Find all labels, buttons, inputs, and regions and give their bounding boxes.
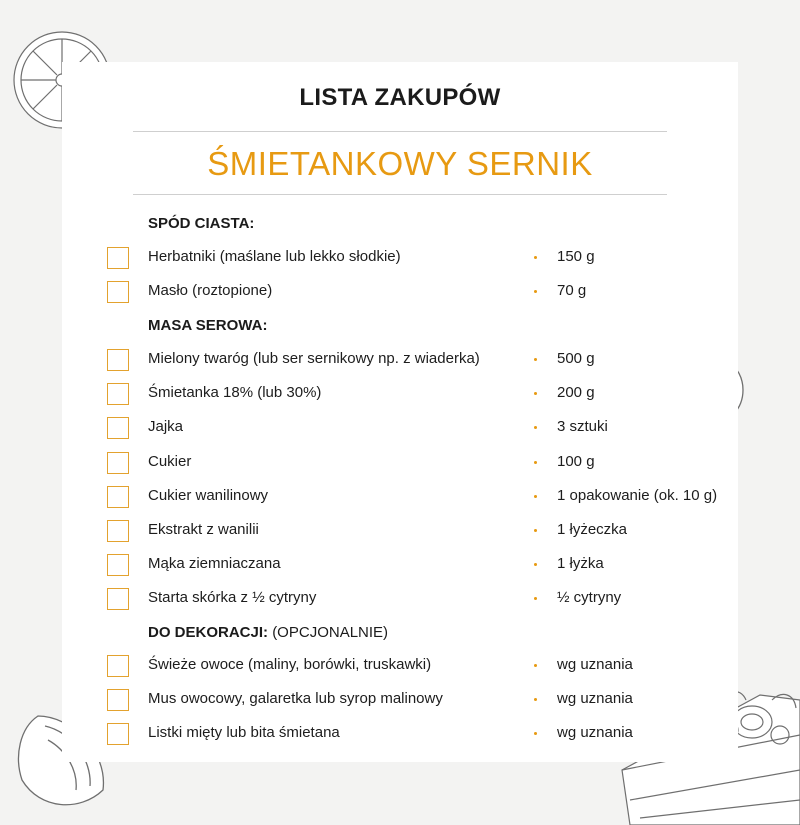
bullet-icon <box>534 732 537 735</box>
item-checkbox[interactable] <box>107 655 129 677</box>
list-item <box>0 482 800 516</box>
item-quantity: 1 opakowanie (ok. 10 g) <box>557 487 718 504</box>
bullet-icon <box>534 290 537 293</box>
list-item <box>0 685 800 719</box>
bullet-icon <box>534 392 537 395</box>
bullet-icon <box>534 461 537 464</box>
list-item <box>0 379 800 413</box>
item-name: Mus owocowy, galaretka lub syrop malinowy <box>148 690 443 707</box>
bullet-icon <box>534 529 537 532</box>
list-item <box>0 413 800 447</box>
list-item <box>0 584 800 618</box>
item-quantity: 1 łyżeczka <box>557 521 628 538</box>
section-heading-decor-note: (OPCJONALNIE) <box>272 624 389 641</box>
item-name: Jajka <box>148 418 184 435</box>
bullet-icon <box>534 698 537 701</box>
item-quantity: wg uznania <box>557 690 633 707</box>
item-quantity: 100 g <box>557 453 595 470</box>
item-quantity: 150 g <box>557 248 595 265</box>
item-quantity: 1 łyżka <box>557 555 604 572</box>
item-checkbox[interactable] <box>107 588 129 610</box>
item-quantity: 3 sztuki <box>557 418 608 435</box>
item-checkbox[interactable] <box>107 383 129 405</box>
item-name: Starta skórka z ½ cytryny <box>148 589 317 606</box>
list-item <box>0 448 800 482</box>
item-name: Ekstrakt z wanilii <box>148 521 259 538</box>
bullet-icon <box>534 256 537 259</box>
item-checkbox[interactable] <box>107 281 129 303</box>
bullet-icon <box>534 563 537 566</box>
bullet-icon <box>534 597 537 600</box>
section-heading-decor-label: DO DEKORACJI: <box>148 624 269 641</box>
item-checkbox[interactable] <box>107 417 129 439</box>
item-name: Cukier wanilinowy <box>148 487 269 504</box>
list-item <box>0 345 800 379</box>
item-checkbox[interactable] <box>107 520 129 542</box>
item-checkbox[interactable] <box>107 486 129 508</box>
item-name: Mielony twaróg (lub ser sernikowy np. z wiaderka) <box>148 350 480 367</box>
item-name: Śmietanka 18% (lub 30%) <box>148 384 322 401</box>
list-item <box>0 516 800 550</box>
section-heading-base: SPÓD CIASTA: <box>148 215 255 232</box>
divider-top <box>133 131 667 132</box>
bullet-icon <box>534 358 537 361</box>
list-item <box>0 243 800 277</box>
item-name: Mąka ziemniaczana <box>148 555 281 572</box>
item-name: Herbatniki (maślane lub lekko słodkie) <box>148 248 401 265</box>
list-item <box>0 651 800 685</box>
section-heading-mass: MASA SEROWA: <box>148 317 268 334</box>
item-checkbox[interactable] <box>107 349 129 371</box>
item-quantity: wg uznania <box>557 724 633 741</box>
item-checkbox[interactable] <box>107 689 129 711</box>
list-item <box>0 719 800 753</box>
item-name: Cukier <box>148 453 192 470</box>
list-item <box>0 550 800 584</box>
page-title: LISTA ZAKUPÓW <box>299 84 501 111</box>
item-quantity: 70 g <box>557 282 587 299</box>
bullet-icon <box>534 426 537 429</box>
item-quantity: wg uznania <box>557 656 633 673</box>
recipe-title: ŚMIETANKOWY SERNIK <box>207 145 593 182</box>
section-heading-decor <box>148 624 388 641</box>
divider-bottom <box>133 194 667 195</box>
item-checkbox[interactable] <box>107 452 129 474</box>
bullet-icon <box>534 664 537 667</box>
item-checkbox[interactable] <box>107 723 129 745</box>
item-name: Świeże owoce (maliny, borówki, truskawki) <box>148 656 432 673</box>
item-quantity: 500 g <box>557 350 595 367</box>
item-name: Masło (roztopione) <box>148 282 273 299</box>
item-checkbox[interactable] <box>107 247 129 269</box>
bullet-icon <box>534 495 537 498</box>
item-name: Listki mięty lub bita śmietana <box>148 724 340 741</box>
list-item <box>0 277 800 311</box>
item-checkbox[interactable] <box>107 554 129 576</box>
item-quantity: 200 g <box>557 384 595 401</box>
item-quantity: ½ cytryny <box>557 589 622 606</box>
